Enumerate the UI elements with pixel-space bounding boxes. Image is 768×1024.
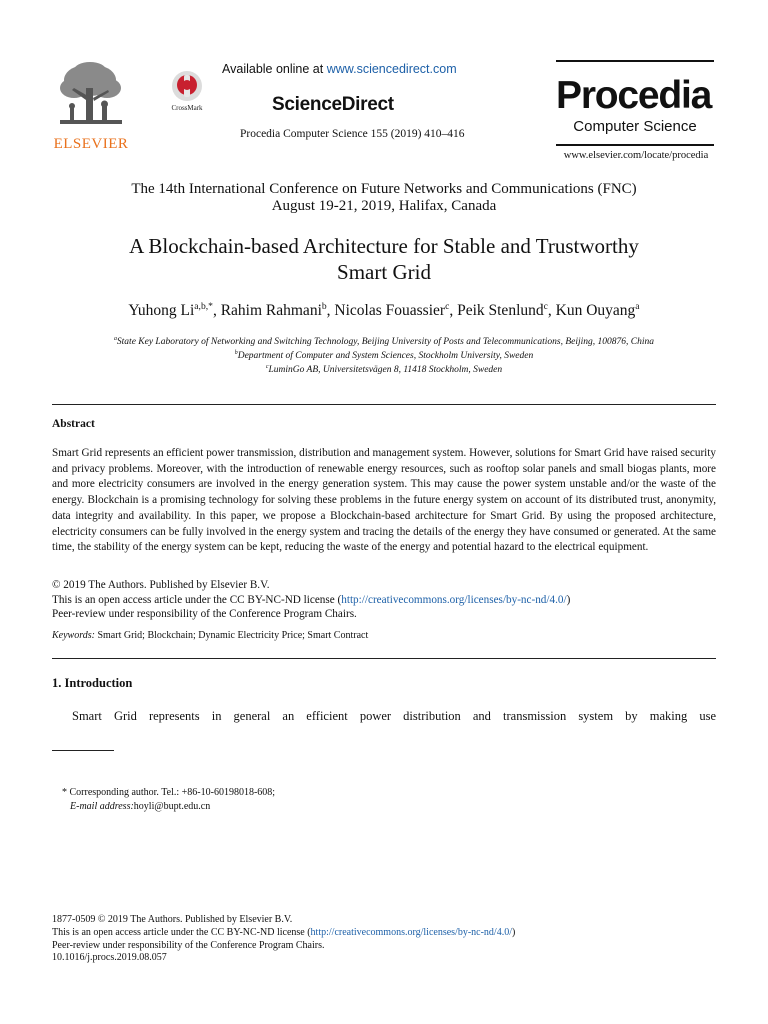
copyright-block [52,578,716,622]
author: Peik Stenlund$^c$, [457,300,556,319]
affiliations [0,335,768,377]
footer-license-line: This is an open access article under the CC BY-NC-ND license (http://creativecommons.org/licenses/by-nc-nd/4.0/) [52,926,516,938]
corresponding-author: * Corresponding author. Tel.: +86-10-60198018-608; [62,787,276,798]
footer-peer-review: Peer-review under responsibility of the Conference Program Chairs. [52,939,325,951]
author: Kun Ouyang$^a$ [555,300,640,319]
journal-url[interactable]: www.elsevier.com/locate/procedia [563,150,709,161]
available-online-text: Available online at www.sciencedirect.com [222,62,457,76]
crossmark-badge[interactable] [164,70,210,118]
abstract-body: Smart Grid represents an efficient power transmission, distribution and management system. However, solutions for Smart Grid have raised security and privacy problems. Moreover, with the introduction of renewable energy resources, such as rooftop solar panels and small biogas plants, more and more electricity consumers are involved in the energy generation system. This may cause the power system unstable and/or the waste of the energy. Blockchain is a promising technology for solving these problems in the future energy system on account of its distributed trust, anonymity, data integrity and availability. In this paper, we propose a Blockchain-based architecture for Smart Grid. By using the proposed architecture, electricity consumers can be fully involved in the energy system and tracing the details of the energy they have consumed or generated. At the same time, the stability of the energy system can be kept, reducing the waste of the energy and potential hazard to the electrical equipment. [52,447,716,554]
divider-top [52,404,716,405]
divider-bottom [52,658,716,659]
author: Rahim Rahmani$^b$, [220,300,335,319]
keywords-list: Smart Grid; Blockchain; Dynamic Electricity Price; Smart Contract [97,630,369,641]
elsevier-wordmark: ELSEVIER [53,136,129,152]
license-link[interactable]: http://creativecommons.org/licenses/by-nc-nd/4.0/ [341,593,567,606]
affiliation-b: $^b$Department of Computer and System Sciences, Stockholm University, Sweden [234,349,534,361]
peer-review-line: Peer-review under responsibility of the Conference Program Chairs. [52,608,357,621]
email-label: E-mail address: [70,801,134,812]
doi-line[interactable]: 10.1016/j.procs.2019.08.057 [52,952,167,964]
affiliation-c: $^c$LuminGo AB, Universitetsvägen 8, 11418 Stockholm, Sweden [265,363,503,375]
procedia-logo[interactable] [556,60,714,146]
procedia-subtitle: Computer Science [573,118,697,135]
abstract-heading: Abstract [52,418,95,430]
keywords-line [52,630,368,641]
author: Yuhong $Li^{a,b,*}$, [128,300,221,319]
author-list [0,302,768,320]
elsevier-logo[interactable] [50,60,132,152]
sciencedirect-link[interactable]: www.sciencedirect.com [326,62,457,76]
procedia-wordmark: Procedia [556,74,712,117]
conference-name: The 14th International Conference on Future Networks and Communications (FNC) [131,181,637,197]
author: Nicolas Fouassier$^c$, [334,300,458,319]
conference-date: August 19-21, 2019, Halifax, Canada [271,198,497,214]
introduction-first-line: Smart Grid represents in general an efficient power distribution and transmission system by making use [72,709,716,723]
paper-title-line2: Smart Grid [337,260,431,284]
footer-license-link[interactable]: http://creativecommons.org/licenses/by-nc-nd/4.0/ [310,926,512,938]
affiliation-a: $^a$State Key Laboratory of Networking and Switching Technology, Beijing University of Posts and Telecommunications, Beijing, 100876, China [113,335,654,347]
copyright-line: © 2019 The Authors. Published by Elsevier B.V. [52,579,270,591]
journal-citation: Procedia Computer Science 155 (2019) 410–416 [240,128,465,140]
email-address[interactable]: hoyli@bupt.edu.cn [133,801,211,812]
paper-title-line1: A Blockchain-based Architecture for Stable and Trustworthy [129,234,639,258]
keywords-label: Keywords: [52,630,95,641]
crossmark-label: CrossMark [171,104,203,112]
issn-line: 1877-0509 © 2019 The Authors. Published by Elsevier B.V. [52,914,293,925]
sciencedirect-wordmark: ScienceDirect [272,94,394,115]
footer-block [52,914,515,965]
introduction-heading: 1. Introduction [52,676,133,690]
license-line: This is an open access article under the CC BY-NC-ND license (http://creativecommons.org/licenses/by-nc-nd/4.0/) [52,593,571,606]
crossmark-icon [171,70,203,102]
elsevier-tree-icon [50,60,132,130]
footnote-rule [52,750,114,751]
email-line [62,800,275,814]
footnote-block [62,786,275,814]
